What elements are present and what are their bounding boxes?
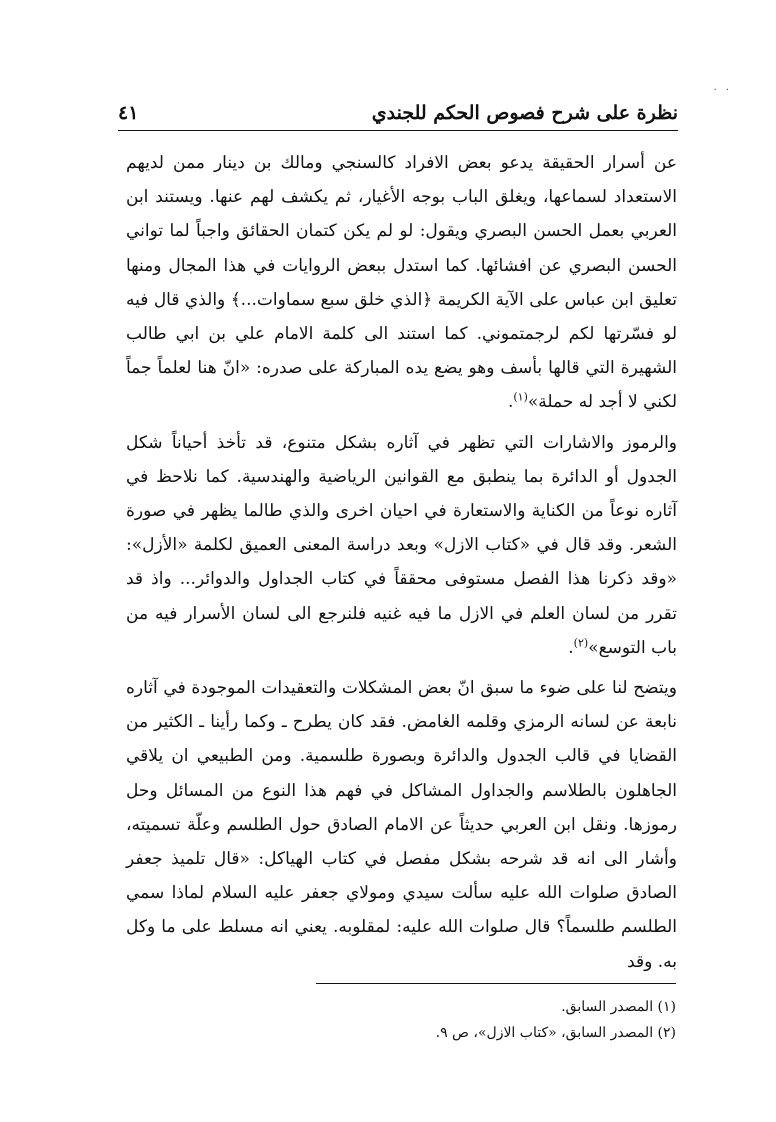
corner-mark: . .: [713, 82, 732, 93]
paragraph-text: عن أسرار الحقيقة يدعو بعض الافراد كالسنجي ومالك بن دينار ممن لديهم الاستعداد لسماعها، ويغلق الباب بوجه الأغيار، ثم يكشف لهم عنها. ويستند ابن العربي بعمل الحسن البصري ويقول: لو لم يكن كتمان الحقائق واجباً لما تواني الحسن البصري عن افشائها. كما استدل ببعض الروايات في هذا المجال ومنها تعليق ابن عباس على الآية الكريمة ﴿الذي خلق سبع سماوات...﴾ والذي قال فيه لو فسّرتها لكم لرجمتموني. كما استند الى كلمة الامام علي بن ابي طالب الشهيرة التي قالها بأسف وهو يضع يده المباركة على صدره: «انّ هنا لعلماً جماً لكني لا أجد له حملة»: [126, 153, 677, 413]
page-number: ٤١: [118, 102, 139, 124]
footnote-1: (١) المصدر السابق.: [561, 999, 676, 1015]
paragraph-text: ويتضح لنا على ضوء ما سبق انّ بعض المشكلات والتعقيدات الموجودة في آثاره نابعة عن لسانه الرمزي وقلمه الغامض. فقد كان يطرح ـ وكما رأينا ـ الكثير من القضايا في قالب الجدول والدائرة وبصورة طلسمية. ومن الطبيعي ان يلاقي الجاهلون بالطلاسم والجداول المشاكل في فهم هذا النوع من المسائل وحل رموزها. ونقل ابن العربي حديثاً عن الامام الصادق حول الطلسم وعلّة تسميته، وأشار الى انه قد شرحه بشكل مفصل في كتاب الهياكل: «قال تلميذ جعفر الصادق صلوات الله عليه سألت سيدي ومولاي جعفر عليه السلام لماذا سمي الطلسم طلسماً؟ قال صلوات الله عليه: لمقلوبه. يعني انه مسلط على ما وكل به. وقد: [126, 678, 677, 972]
footnote-reference-2[interactable]: (٢): [573, 636, 589, 650]
footnotes: [316, 996, 676, 1048]
paragraph-end: .: [568, 637, 574, 658]
running-title: نظرة على شرح فصوص الحكم للجندي: [371, 102, 678, 124]
paragraph-1: [126, 146, 677, 420]
body-text: [126, 146, 677, 979]
page-header: [118, 96, 678, 131]
footnote-divider: [316, 983, 676, 984]
paragraph-3: [126, 671, 677, 979]
footnote-reference-1[interactable]: (١): [513, 390, 528, 404]
paragraph-2: [126, 426, 677, 665]
footnote-2: (٢) المصدر السابق، «كتاب الازل»، ص ٩.: [435, 1025, 676, 1041]
paragraph-text: والرموز والاشارات التي تظهر في آثاره بشكل متنوع، قد تأخذ أحياناً شكل الجدول أو الدائرة بما ينطبق مع القوانين الرياضية والهندسية. كما نلاحظ في آثاره نوعاً من الكناية والاستعارة في احيان اخرى والذي طالما يظهر في صورة الشعر. وقد قال في «كتاب الازل» وبعد دراسة المعنى العميق لكلمة «الأزل»: «وقد ذكرنا هذا الفصل مستوفى محققاً في كتاب الجداول والدوائر... واذ قد تقرر من لسان العلم في الازل ما فيه غنيه فلنرجع الى لسان الأسرار فيه من باب التوسع»: [126, 432, 677, 658]
paragraph-end: .: [507, 392, 514, 413]
